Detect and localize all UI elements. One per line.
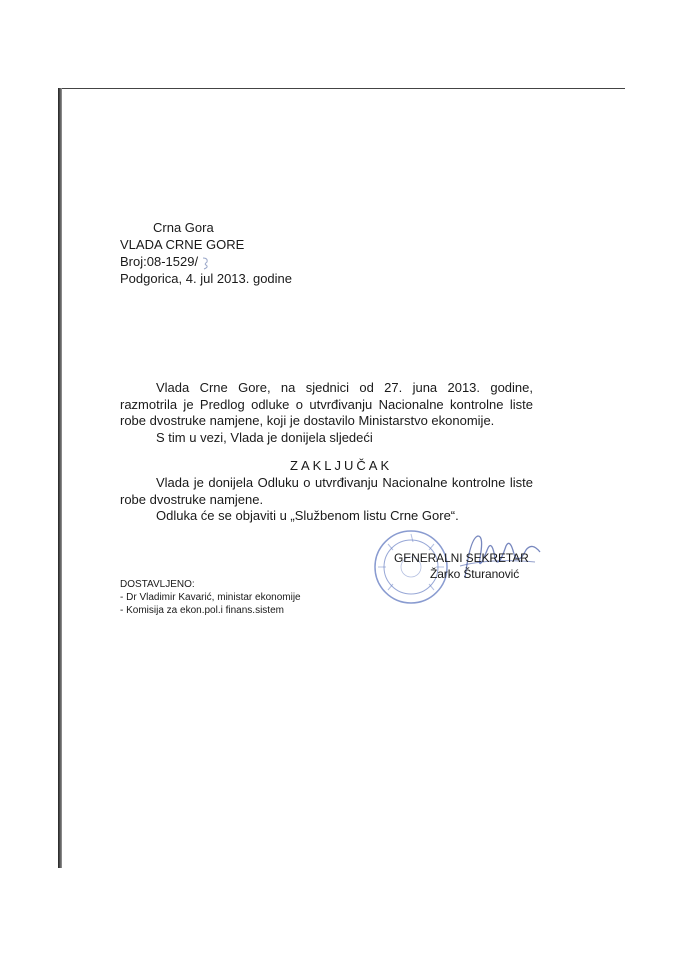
scan-edge-left xyxy=(58,88,62,868)
scan-edge-top xyxy=(58,88,625,89)
handwritten-number-mark xyxy=(201,256,211,270)
conclusion-heading: ZAKLJUČAK xyxy=(290,458,393,473)
paragraph-decision-intro: S tim u vezi, Vlada je donijela sljedeći xyxy=(156,429,373,445)
header-country: Crna Gora xyxy=(153,220,214,235)
header-number: Broj:08-1529/ xyxy=(120,254,199,269)
body-conclusion xyxy=(120,475,533,525)
distribution-item: - Komisija za ekon.pol.i finans.sistem xyxy=(120,605,284,616)
conclusion-decision: Vlada je donijela Odluku o utvrđivanju Nacionalne kontrolne liste robe dvostruke namjene. xyxy=(120,475,533,507)
header-government: VLADA CRNE GORE xyxy=(120,237,245,252)
header-place-date: Podgorica, 4. jul 2013. godine xyxy=(120,271,293,286)
distribution-item: - Dr Vladimir Kavarić, ministar ekonomije xyxy=(120,592,301,603)
distribution-label: DOSTAVLJENO: xyxy=(120,579,195,590)
conclusion-publication: Odluka će se objaviti u „Službenom listu Crne Gore“. xyxy=(156,508,459,523)
signatory-name: Žarko Šturanović xyxy=(430,567,520,581)
signatory-title: GENERALNI SEKRETAR xyxy=(394,551,529,565)
paragraph-session: Vlada Crne Gore, na sjednici od 27. juna 2013. godine, razmotrila je Predlog odluke o utvrđivanju Nacionalne kontrolne liste robe dvostruke namjene, koji je dostavilo Ministarstvo ekonomije. xyxy=(120,380,533,428)
body-paragraph-intro xyxy=(120,380,533,446)
